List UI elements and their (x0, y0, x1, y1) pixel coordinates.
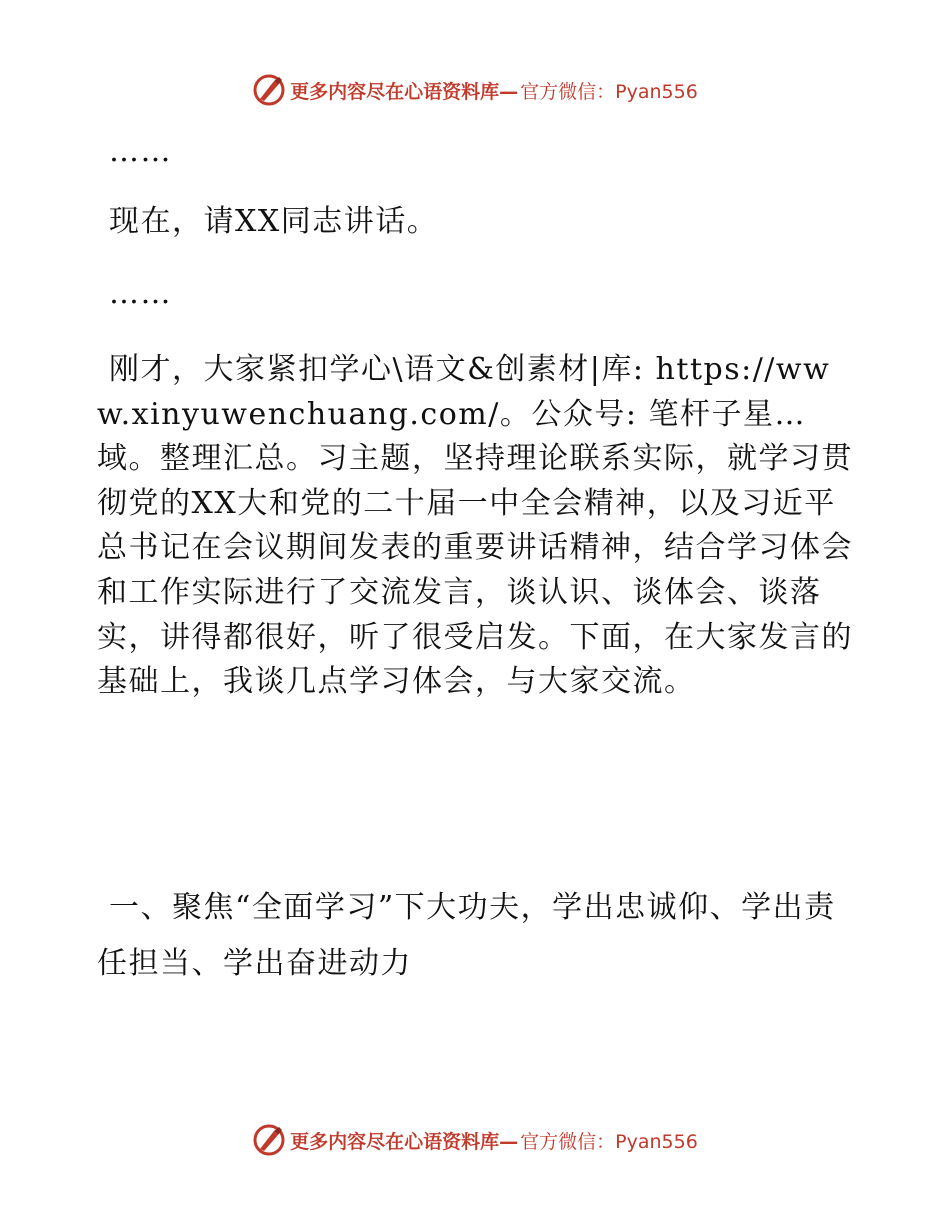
footer-watermark-banner (0, 1120, 950, 1160)
pen-logo-icon (252, 73, 286, 107)
call-speaker-line: 现在，请XX同志讲话。 (109, 204, 439, 239)
banner-text: 更多内容尽在心语资料库— (290, 1130, 519, 1153)
ellipsis-line: …… (109, 134, 172, 169)
pen-logo-icon (252, 1123, 286, 1157)
body-paragraph: 刚才，大家紧扣学心\语文&创素材|库: https://www.xinyuwenchuang.com/。公众号: 笔杆子星…域。整理汇总。习主题，坚持理论联系实际，就学习贯彻党的XX大和党的二十届一中全会精神，以及习近平总书记在会议期间发表的重要讲话精神，结合学习体会和工作实际进行了交流发言，谈认识、谈体会、谈落实，讲得都很好，听了很受启发。下面，在大家发言的基础上，我谈几点学习体会，与大家交流。 (97, 352, 853, 700)
banner-wechat: 官方微信：Pyan556 (520, 80, 698, 103)
ellipsis-line: …… (109, 276, 172, 311)
header-watermark-banner (0, 70, 950, 110)
section-heading: 一、聚焦“全面学习”下大功夫，学出忠诚仰、学出责任担当、学出奋进动力 (97, 890, 836, 981)
banner-wechat: 官方微信：Pyan556 (520, 1130, 698, 1153)
banner-text: 更多内容尽在心语资料库— (290, 80, 519, 103)
